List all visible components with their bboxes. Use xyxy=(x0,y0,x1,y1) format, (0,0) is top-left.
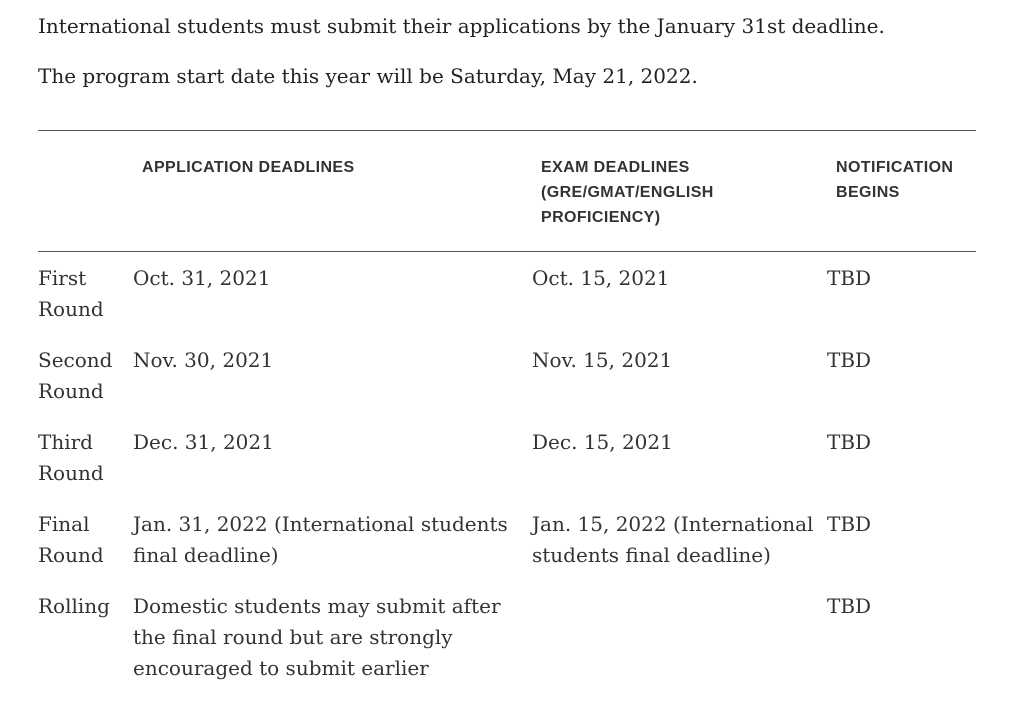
round-label: Final Round xyxy=(38,512,104,567)
round-label: Second Round xyxy=(38,348,113,403)
header-application-deadlines: APPLICATION DEADLINES xyxy=(142,159,355,176)
notification-date: TBD xyxy=(827,266,872,290)
application-deadline: Dec. 31, 2021 xyxy=(133,430,274,454)
application-deadline: Domestic students may submit after the final round but are strongly encouraged to submit earlier xyxy=(133,594,501,680)
deadlines-table xyxy=(38,130,976,690)
application-deadline: Jan. 31, 2022 (International students final deadline) xyxy=(133,512,508,567)
table-top-divider xyxy=(38,130,976,131)
exam-deadline: Oct. 15, 2021 xyxy=(532,266,670,290)
header-exam-deadlines: EXAM DEADLINES (GRE/GMAT/ENGLISH PROFICIENCY) xyxy=(541,159,714,226)
notification-date: TBD xyxy=(827,594,872,618)
header-divider xyxy=(38,251,976,252)
exam-deadline: Jan. 15, 2022 (International students final deadline) xyxy=(532,512,814,567)
application-deadline: Nov. 30, 2021 xyxy=(133,348,274,372)
intro-line-start-date: The program start date this year will be Saturday, May 21, 2022. xyxy=(38,64,698,88)
round-label: First Round xyxy=(38,266,104,321)
exam-deadline: Dec. 15, 2021 xyxy=(532,430,673,454)
intro-line-deadline: International students must submit their applications by the January 31st deadline. xyxy=(38,14,885,38)
notification-date: TBD xyxy=(827,512,872,536)
application-deadline: Oct. 31, 2021 xyxy=(133,266,271,290)
header-notification-begins: NOTIFICATION BEGINS xyxy=(836,159,954,201)
round-label: Third Round xyxy=(38,430,104,485)
notification-date: TBD xyxy=(827,348,872,372)
exam-deadline: Nov. 15, 2021 xyxy=(532,348,673,372)
notification-date: TBD xyxy=(827,430,872,454)
round-label: Rolling xyxy=(38,594,110,618)
